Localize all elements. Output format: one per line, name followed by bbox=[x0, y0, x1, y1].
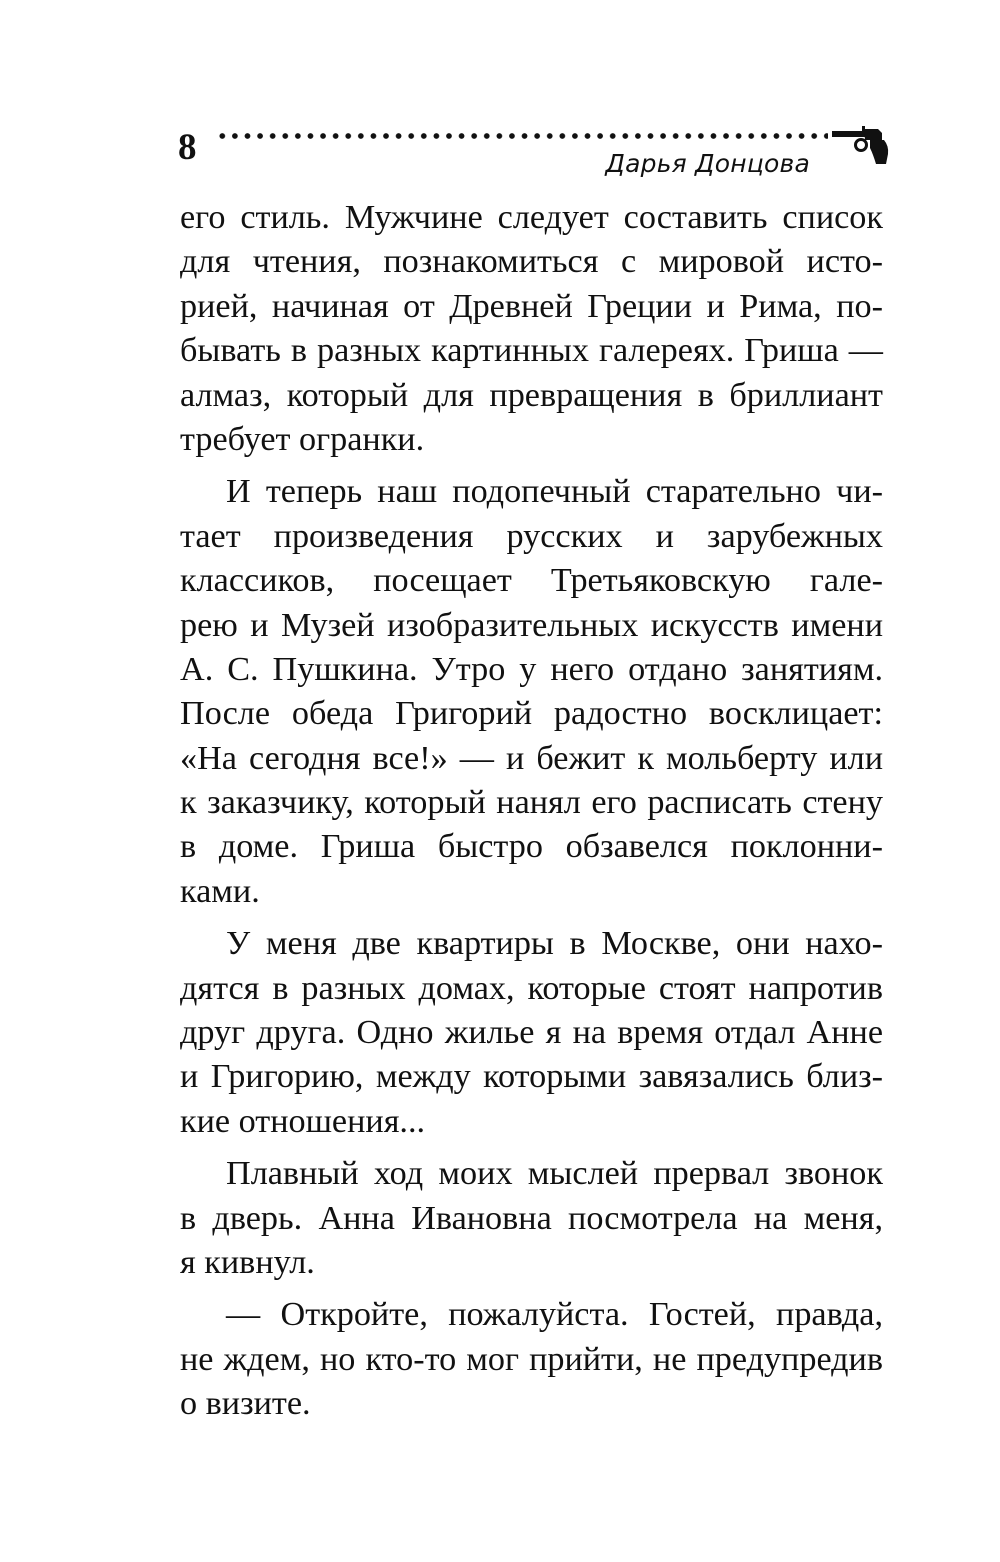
text-line: требует огранки. bbox=[180, 420, 425, 458]
text-line: кие отношения... bbox=[180, 1102, 426, 1140]
text-line: Плавный ход моих мыслей прервал звонок bbox=[226, 1155, 883, 1193]
paragraph bbox=[180, 1293, 883, 1426]
text-line: У меня две квартиры в Москве, они нахо- bbox=[226, 925, 883, 963]
text-line: И теперь наш подопечный старательно чи- bbox=[226, 473, 883, 511]
text-line: его стиль. Мужчине следует составить список bbox=[180, 199, 883, 236]
text-line: «На сегодня все!» — и бежит к мольберту или bbox=[180, 739, 883, 777]
page-number: 8 bbox=[178, 127, 197, 168]
text-line: А. С. Пушкина. Утро у него отдано занятиям. bbox=[180, 650, 883, 688]
paragraph bbox=[180, 922, 883, 1144]
text-line: классиков, посещает Третьяковскую гале- bbox=[180, 562, 883, 600]
text-line: рею и Музей изобразительных искусств имени bbox=[180, 606, 883, 644]
text-line: и Григорию, между которыми завязались близ- bbox=[180, 1058, 883, 1096]
author-name: Дарья Донцова bbox=[605, 149, 810, 178]
text-line: После обеда Григорий радостно восклицает: bbox=[180, 695, 883, 733]
paragraph bbox=[180, 470, 883, 914]
text-line: тает произведения русских и зарубежных bbox=[180, 517, 883, 555]
text-line: алмаз, который для превращения в бриллиант bbox=[180, 376, 883, 414]
text-line: дятся в разных домах, которые стоят напротив bbox=[180, 969, 883, 1007]
running-header bbox=[178, 118, 890, 188]
dotted-rule bbox=[216, 130, 828, 142]
revolver-icon bbox=[832, 124, 890, 168]
paragraph bbox=[180, 1152, 883, 1285]
text-line: рией, начиная от Древней Греции и Рима, по- bbox=[180, 287, 883, 325]
text-line: друг друга. Одно жилье я на время отдал Анне bbox=[180, 1014, 883, 1052]
text-line: не ждем, но кто-то мог прийти, не предупредив bbox=[180, 1340, 883, 1378]
text-line: к заказчику, который нанял его расписать стену bbox=[180, 784, 883, 822]
text-line: в доме. Гриша быстро обзавелся поклонни- bbox=[180, 828, 883, 866]
text-line: о визите. bbox=[180, 1385, 311, 1423]
text-line: бывать в разных картинных галереях. Гриша — bbox=[180, 332, 883, 370]
text-line: в дверь. Анна Ивановна посмотрела на меня, bbox=[180, 1199, 883, 1237]
text-line: я кивнул. bbox=[180, 1243, 315, 1281]
body-text bbox=[180, 196, 883, 1427]
paragraph bbox=[180, 196, 883, 462]
text-line: для чтения, познакомиться с мировой исто- bbox=[180, 243, 883, 281]
text-line: — Откройте, пожалуйста. Гостей, правда, bbox=[226, 1296, 883, 1334]
text-line: ками. bbox=[180, 872, 260, 910]
